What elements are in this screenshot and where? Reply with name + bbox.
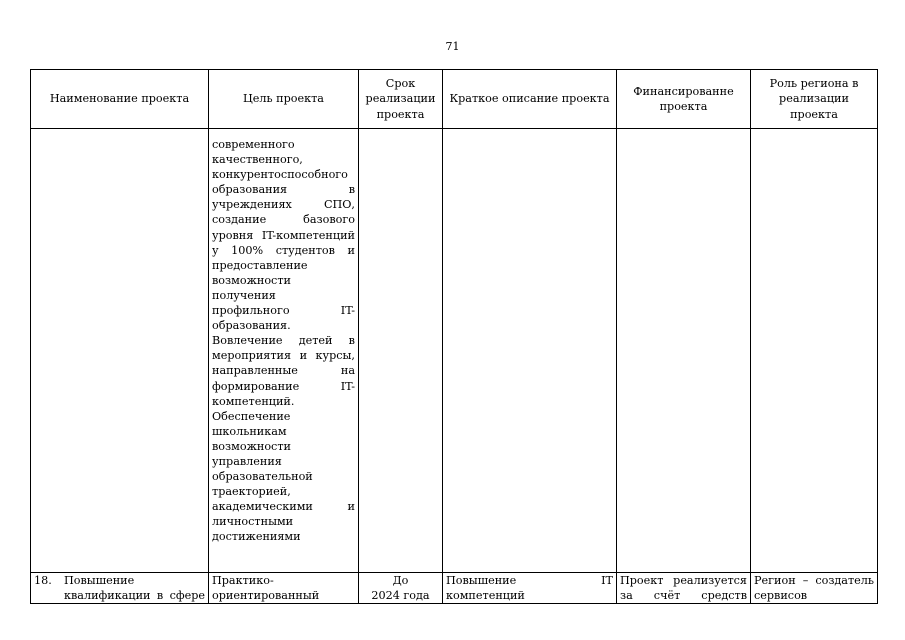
goal-line: Обеспечение — [212, 409, 291, 423]
goal-line: учреждениях СПО, — [212, 198, 355, 212]
goal-line: управления — [212, 454, 282, 468]
goal-line: профильного IT- — [212, 304, 355, 318]
project-number: 18. — [34, 574, 52, 587]
goal-line: школьникам — [212, 424, 287, 438]
project-name-line: квалификации в сфере — [64, 589, 205, 603]
goal-line: предоставление — [212, 258, 308, 272]
goal-line: уровня IT-компетенций — [212, 228, 355, 242]
cell-goal — [209, 129, 359, 573]
goal-line: конкурентоспособного — [212, 168, 348, 182]
goal-line: получения — [212, 288, 276, 302]
financing-line: за счёт средств — [620, 589, 747, 603]
goal-line: мероприятия и курсы, — [212, 349, 355, 363]
cell-description-empty — [443, 129, 617, 573]
header-project-goal: Цель проекта — [209, 70, 359, 129]
header-project-financing: Финансированне проекта — [617, 70, 751, 129]
role-line: сервисов — [754, 589, 808, 603]
financing-line: Проект реализуется — [620, 574, 747, 587]
header-project-description: Краткое описание проекта — [443, 70, 617, 129]
goal-line: направленные на — [212, 364, 355, 378]
goal-line: ориентированный — [212, 589, 320, 603]
goal-line: у 100% студентов и — [212, 243, 355, 257]
goal-line: качественного, — [212, 153, 303, 167]
table-row — [31, 129, 878, 573]
page-number: 71 — [445, 40, 460, 53]
goal-line: достижениями — [212, 530, 301, 544]
goal-line: Вовлечение детей в — [212, 334, 355, 348]
role-line: Регион – создатель — [754, 574, 874, 587]
project-name-line: Повышение — [64, 574, 135, 587]
goal-line: личностными — [212, 515, 294, 529]
cell-name-empty — [31, 129, 209, 573]
cell-region-role — [751, 573, 878, 604]
goal-line: современного — [212, 138, 295, 151]
goal-line: Практико- — [212, 574, 274, 587]
table-header-row — [31, 70, 878, 129]
goal-line: возможности — [212, 439, 291, 453]
cell-financing-empty — [617, 129, 751, 573]
description-line: Повышение IT — [446, 574, 613, 587]
goal-line: академическими и — [212, 500, 355, 514]
goal-line: возможности — [212, 273, 291, 287]
header-region-role: Роль региона в реализации проекта — [751, 70, 878, 129]
header-project-name: Наименование проекта — [31, 70, 209, 129]
cell-term — [359, 573, 443, 604]
cell-description — [443, 573, 617, 604]
cell-term-empty — [359, 129, 443, 573]
header-project-term: Срок реализации проекта — [359, 70, 443, 129]
cell-role-empty — [751, 129, 878, 573]
cell-project-name — [31, 573, 209, 604]
cell-financing — [617, 573, 751, 604]
table-row — [31, 573, 878, 604]
term-line: 2024 года — [371, 589, 430, 603]
goal-line: компетенций. — [212, 394, 295, 408]
goal-line: формирование IT- — [212, 379, 355, 393]
goal-line: образования. — [212, 319, 291, 333]
term-line: До — [392, 574, 409, 587]
goal-line: траекторией, — [212, 485, 291, 499]
goal-line: образования в — [212, 183, 355, 197]
projects-table — [30, 69, 878, 604]
goal-line: образовательной — [212, 470, 313, 484]
cell-goal — [209, 573, 359, 604]
description-line: компетенций — [446, 589, 525, 603]
goal-line: создание базового — [212, 213, 355, 227]
